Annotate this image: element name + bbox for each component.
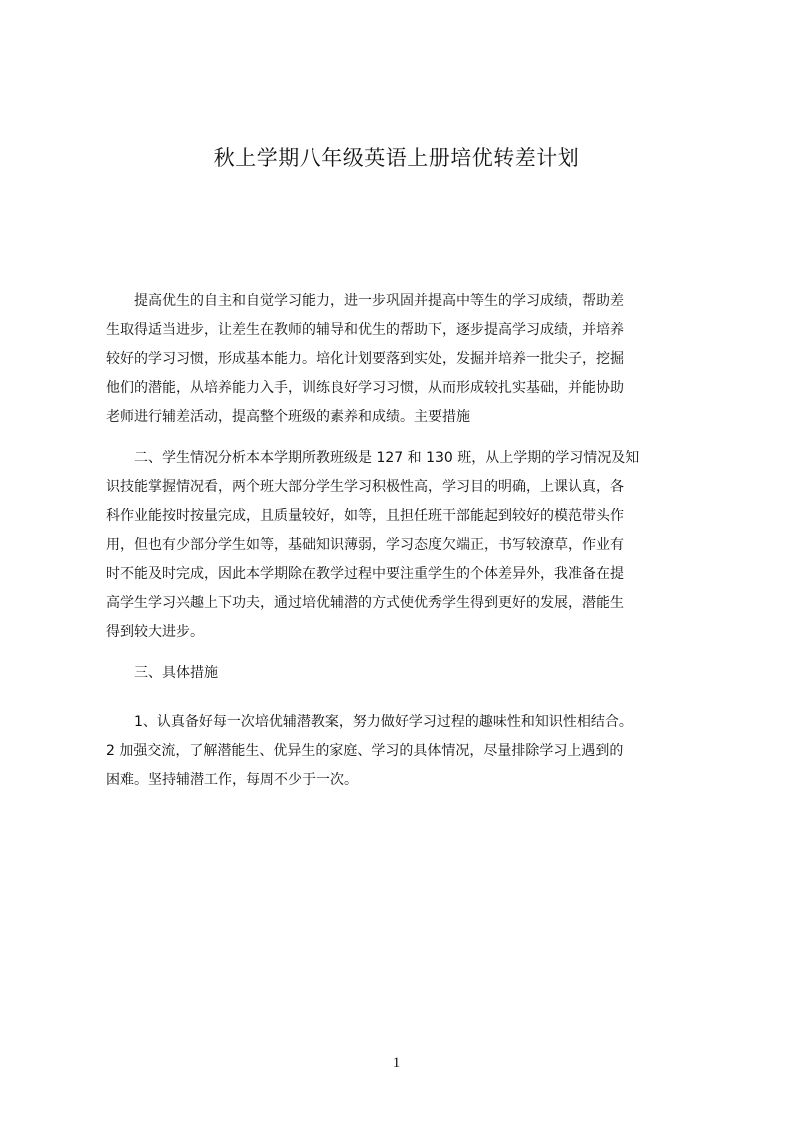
paragraph-line: 2 加强交流，了解潜能生、优异生的家庭、学习的具体情况，尽量排除学习上遇到的 [106, 743, 624, 759]
paragraph-line: 时不能及时完成，因此本学期除在教学过程中要注重学生的个体差异外，我准备在提 [106, 566, 624, 582]
paragraph-line: 识技能掌握情况看，两个班大部分学生学习积极性高，学习目的明确，上课认真，各 [106, 479, 624, 495]
paragraph-line: 困难。坚持辅潜工作，每周不少于一次。 [106, 772, 358, 788]
paragraph-line: 老师进行辅差活动，提高整个班级的素养和成绩。主要措施 [106, 409, 470, 425]
paragraph-student-analysis [106, 444, 699, 647]
paragraph-line: 科作业能按时按量完成，且质量较好，如等，且担任班干部能起到较好的模范带头作 [106, 508, 624, 524]
paragraph-line: 1、认真备好每一次培优辅潜教案，努力做好学习过程的趣味性和知识性相结合。 [106, 714, 633, 730]
paragraph-line: 提高优生的自主和自觉学习能力，进一步巩固并提高中等生的学习成绩，帮助差 [106, 293, 624, 309]
paragraph-line: 他们的潜能，从培养能力入手，训练良好学习习惯，从而形成较扎实基础，并能协助 [106, 380, 624, 396]
paragraph-intro [106, 287, 699, 432]
document-title: 秋上学期八年级英语上册培优转差计划 [213, 146, 580, 170]
paragraph-measures [106, 708, 699, 795]
paragraph-line: 用，但也有少部分学生如等，基础知识薄弱，学习态度欠端正，书写较潦草，作业有 [106, 537, 624, 553]
paragraph-line: 得到较大进步。 [106, 624, 204, 640]
page-number: 1 [392, 1055, 401, 1071]
section-heading-measures [106, 659, 699, 688]
paragraph-line: 三、具体措施 [106, 665, 218, 681]
paragraph-line: 较好的学习习惯，形成基本能力。培化计划要落到实处，发掘并培养一批尖子，挖掘 [106, 351, 624, 367]
paragraph-line: 二、学生情况分析本本学期所教班级是 127 和 130 班，从上学期的学习情况及知 [106, 450, 640, 466]
paragraph-line: 生取得适当进步，让差生在教师的辅导和优生的帮助下，逐步提高学习成绩，并培养 [106, 322, 624, 338]
paragraph-line: 高学生学习兴趣上下功夫，通过培优辅潜的方式使优秀学生得到更好的发展，潜能生 [106, 595, 624, 611]
